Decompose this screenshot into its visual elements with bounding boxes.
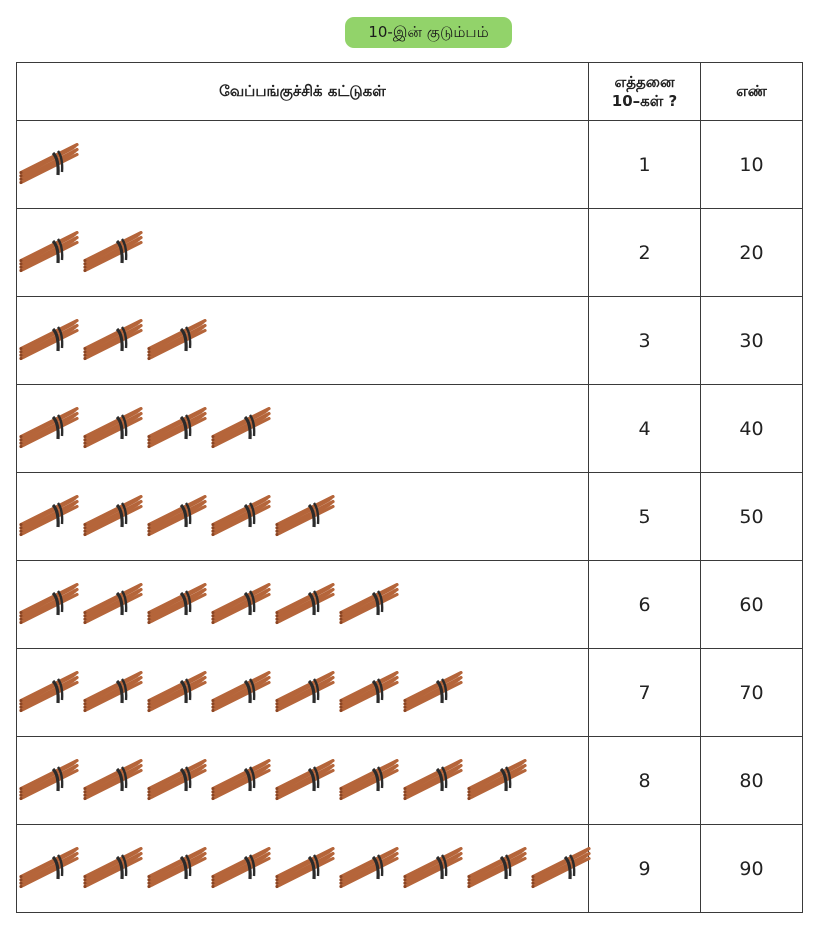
header-bundles: வேப்பங்குச்சிக் கட்டுகள் — [17, 63, 589, 121]
number-cell: 60 — [701, 561, 803, 649]
number-cell: 50 — [701, 473, 803, 561]
stick-bundle-icon — [81, 231, 145, 275]
stick-bundle-icon — [465, 759, 529, 803]
tens-count-cell: 7 — [589, 649, 701, 737]
tens-count-cell: 8 — [589, 737, 701, 825]
header-row — [17, 63, 803, 121]
stick-bundle-icon — [337, 671, 401, 715]
bundle-group — [17, 663, 588, 723]
stick-bundle-icon — [145, 847, 209, 891]
header-number: எண் — [701, 63, 803, 121]
stick-bundle-icon — [209, 671, 273, 715]
stick-bundle-icon — [401, 847, 465, 891]
number-cell: 10 — [701, 121, 803, 209]
stick-bundle-icon — [273, 847, 337, 891]
tens-count-cell: 3 — [589, 297, 701, 385]
stick-bundle-icon — [529, 847, 593, 891]
page-title: 10-இன் குடும்பம் — [345, 17, 512, 48]
stick-bundle-icon — [81, 407, 145, 451]
table-row — [17, 737, 803, 825]
header-tens-line2: 10–கள் ? — [611, 91, 678, 110]
stick-bundle-icon — [273, 495, 337, 539]
bundle-group — [17, 839, 588, 899]
stick-bundle-icon — [209, 759, 273, 803]
tens-count-cell: 2 — [589, 209, 701, 297]
number-cell: 40 — [701, 385, 803, 473]
tens-count-cell: 4 — [589, 385, 701, 473]
stick-bundle-icon — [17, 759, 81, 803]
stick-bundle-icon — [273, 583, 337, 627]
header-tens-line1: எத்தனை — [614, 72, 675, 91]
stick-bundle-icon — [145, 583, 209, 627]
bundles-cell — [17, 737, 589, 825]
number-cell: 20 — [701, 209, 803, 297]
bundle-group — [17, 135, 588, 195]
table-row — [17, 561, 803, 649]
number-cell: 90 — [701, 825, 803, 913]
stick-bundle-icon — [17, 407, 81, 451]
stick-bundle-icon — [81, 583, 145, 627]
stick-bundle-icon — [81, 847, 145, 891]
bundle-group — [17, 751, 588, 811]
bundles-cell — [17, 473, 589, 561]
stick-bundle-icon — [273, 671, 337, 715]
bundle-group — [17, 399, 588, 459]
stick-bundle-icon — [17, 495, 81, 539]
stick-bundle-icon — [17, 847, 81, 891]
stick-bundle-icon — [401, 759, 465, 803]
stick-bundle-icon — [337, 847, 401, 891]
stick-bundle-icon — [209, 583, 273, 627]
stick-bundle-icon — [465, 847, 529, 891]
bundles-cell — [17, 385, 589, 473]
stick-bundle-icon — [209, 495, 273, 539]
stick-bundle-icon — [17, 319, 81, 363]
stick-bundle-icon — [145, 759, 209, 803]
bundle-group — [17, 311, 588, 371]
tens-count-cell: 5 — [589, 473, 701, 561]
header-how-many-tens — [589, 63, 701, 121]
tens-count-cell: 9 — [589, 825, 701, 913]
table-row — [17, 209, 803, 297]
stick-bundle-icon — [17, 671, 81, 715]
table-row — [17, 649, 803, 737]
bundle-group — [17, 575, 588, 635]
bundle-group — [17, 487, 588, 547]
stick-bundle-icon — [145, 407, 209, 451]
bundles-cell — [17, 209, 589, 297]
bundles-cell — [17, 121, 589, 209]
stick-bundle-icon — [401, 671, 465, 715]
number-cell: 70 — [701, 649, 803, 737]
table-row — [17, 825, 803, 913]
bundle-group — [17, 223, 588, 283]
table-row — [17, 121, 803, 209]
tens-count-cell: 6 — [589, 561, 701, 649]
tens-count-cell: 1 — [589, 121, 701, 209]
number-cell: 80 — [701, 737, 803, 825]
bundles-cell — [17, 649, 589, 737]
stick-bundle-icon — [337, 583, 401, 627]
stick-bundle-icon — [17, 231, 81, 275]
stick-bundle-icon — [81, 671, 145, 715]
stick-bundle-icon — [17, 143, 81, 187]
stick-bundle-icon — [17, 583, 81, 627]
stick-bundle-icon — [337, 759, 401, 803]
tens-table — [16, 62, 803, 913]
stick-bundle-icon — [209, 407, 273, 451]
bundles-cell — [17, 825, 589, 913]
stick-bundle-icon — [81, 759, 145, 803]
stick-bundle-icon — [81, 495, 145, 539]
table-row — [17, 297, 803, 385]
table-row — [17, 385, 803, 473]
number-cell: 30 — [701, 297, 803, 385]
stick-bundle-icon — [273, 759, 337, 803]
bundles-cell — [17, 297, 589, 385]
stick-bundle-icon — [145, 319, 209, 363]
stick-bundle-icon — [81, 319, 145, 363]
bundles-cell — [17, 561, 589, 649]
stick-bundle-icon — [209, 847, 273, 891]
table-row — [17, 473, 803, 561]
stick-bundle-icon — [145, 495, 209, 539]
stick-bundle-icon — [145, 671, 209, 715]
